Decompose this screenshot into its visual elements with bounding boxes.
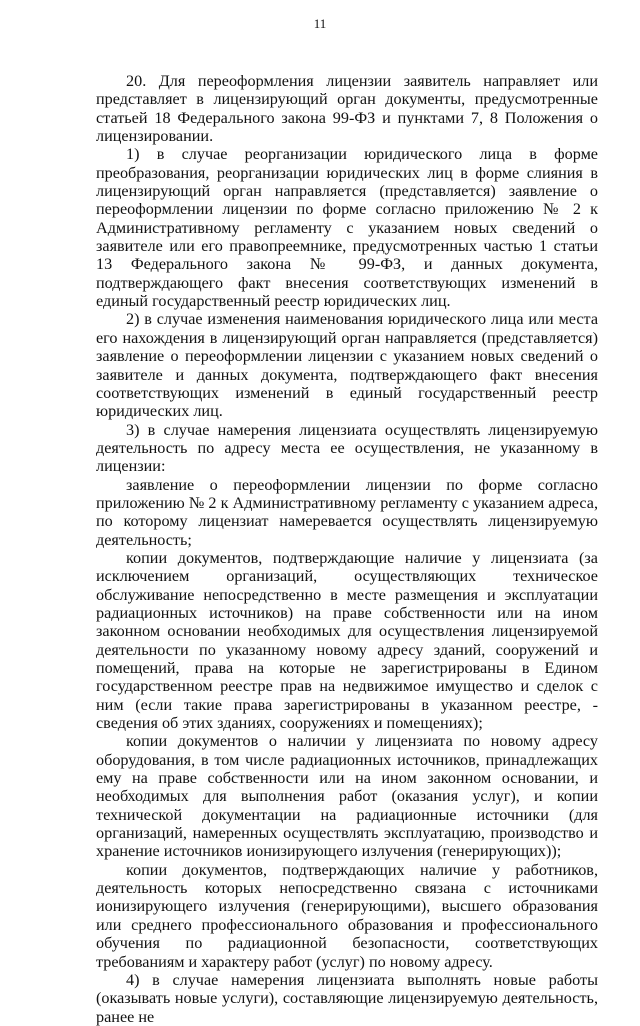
- paragraph-premises-documents: копии документов, подтверждающие наличие у лицензиата (за исключением организаций, осуществляющих техническое обслуживание непосредственно в месте размещения и эксплуатации радиационных источников) на праве собственности или на ином законном основании необходимых для осуществления лицензируемой деятельности по указанному новому адресу зданий, сооружений и помещений, права на которые не зарегистрированы в Едином государственном реестре прав на недвижимое имущество и сделок с ним (если такие права зарегистрированы в указанном реестре, - сведения об этих зданиях, сооружениях и помещениях);: [96, 548, 598, 733]
- paragraph-application-statement: заявление о переоформлении лицензии по форме согласно приложению № 2 к Административному регламенту с указанием адреса, по которому лицензиат намеревается осуществлять лицензируемую деятельность;: [96, 475, 598, 549]
- page-number: 11: [313, 16, 327, 31]
- paragraph-subitem-1: 1) в случае реорганизации юридического лица в форме преобразования, реорганизации юридических лиц в форме слияния в лицензирующий орган направляется (представляется) заявление о переоформлении лицензии по форме согласно приложению № 2 к Административному регламенту с указанием новых сведений о заявителе или его правопреемнике, предусмотренных частью 1 статьи 13 Федерального закона № 99-ФЗ, и данных документа, подтверждающего факт внесения соответствующих изменений в единый государственный реестр юридических лиц.: [96, 145, 598, 311]
- paragraph-staff-documents: копии документов, подтверждающих наличие у работников, деятельность которых непосредственно связана с источниками ионизирующего излучения (генерирующими), высшего образования или среднего профессионального образования и профессионального обучения по радиационной безопасности, соответствующих требованиям и характеру работ (услуг) по новому адресу.: [96, 860, 598, 971]
- document-body: [96, 72, 598, 1026]
- paragraph-subitem-2: 2) в случае изменения наименования юридического лица или места его нахождения в лицензирующий орган направляется (представляется) заявление о переоформлении лицензии с указанием новых сведений о заявителе и данных документа, подтверждающего факт внесения соответствующих изменений в единый государственный реестр юридических лиц.: [96, 310, 598, 421]
- paragraph-subitem-3: 3) в случае намерения лицензиата осуществлять лицензируемую деятельность по адресу места ее осуществления, не указанному в лицензии:: [96, 420, 598, 476]
- paragraph-item-20: 20. Для переоформления лицензии заявитель направляет или представляет в лицензирующий орган документы, предусмотренные статьей 18 Федерального закона 99-ФЗ и пунктами 7, 8 Положения о лицензировании.: [96, 72, 598, 146]
- paragraph-subitem-4: 4) в случае намерения лицензиата выполнять новые работы (оказывать новые услуги), составляющие лицензируемую деятельность, ранее не: [96, 970, 598, 1026]
- paragraph-equipment-documents: копии документов о наличии у лицензиата по новому адресу оборудования, в том числе радиационных источников, принадлежащих ему на праве собственности или на ином законном основании, и необходимых для выполнения работ (оказания услуг), и копии технической документации на радиационные источники (для организаций, намеренных осуществлять эксплуатацию, производство и хранение источников ионизирующего излучения (генерирующих));: [96, 732, 598, 861]
